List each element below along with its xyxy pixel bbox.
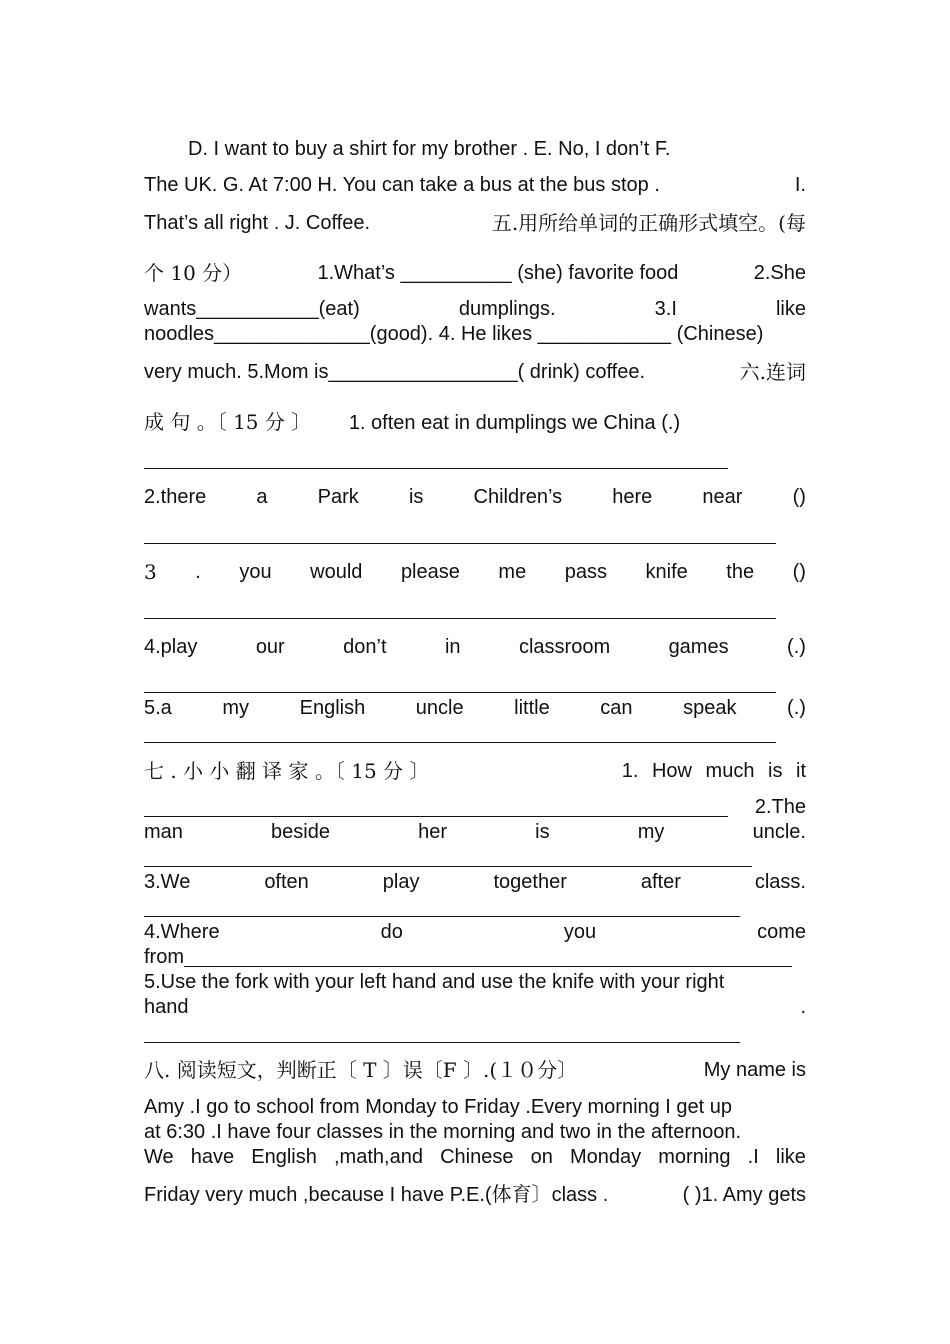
sentence-word: after [640,871,681,893]
scrambled-word: don’t [343,636,387,658]
sentence-word: 3.We [144,871,191,893]
passage-line [144,1182,806,1208]
sentence-word: often [264,871,309,893]
passage-word: have [190,1146,235,1168]
question-5-2-blank: wants___________(eat) [144,298,360,320]
passage-text: Friday very much ,because I have P.E.(体育〕class . [144,1184,609,1206]
scrambled-word: the [726,561,755,583]
sentence-word: you [563,921,597,943]
passage-line [144,1094,806,1120]
sentence-word: man [144,821,183,843]
answer-line[interactable] [144,1020,740,1043]
question-7-5: 5.Use the fork with your left hand and use the knife with your right [144,971,725,993]
text-line [144,321,806,347]
question-5-2-start: 2.She [753,262,806,284]
question-6-2 [144,484,806,510]
question-5-3-word: like [775,298,806,320]
section-6-heading: 成 句 。〔 15 分 〕 [144,410,312,434]
question-7-2-start: 2.The [754,796,806,818]
text-line [144,359,806,385]
scrambled-word: me [498,561,527,583]
sentence-word: uncle. [752,821,806,843]
answer-line[interactable] [144,894,740,917]
text-line [144,172,806,198]
scrambled-word: near [702,486,743,508]
text-line [144,994,806,1020]
question-6-5 [144,695,806,721]
text-line [144,136,806,162]
answer-line[interactable] [184,944,792,967]
option-i-label: I. [794,174,806,196]
scrambled-word: (.) [787,636,806,658]
scrambled-word: here [612,486,653,508]
question-7-4 [144,919,806,945]
scrambled-word: 5.a [144,697,172,719]
text-line [144,944,806,970]
answer-line[interactable] [144,521,776,544]
question-5-3-start: 3.I [654,298,677,320]
scrambled-word: 4.play [144,636,198,658]
scrambled-word: little [514,697,550,719]
question-7-1: 1. How much is it [621,760,806,782]
passage-word: English [251,1146,317,1168]
section-8-heading: 八. 阅读短文，判断正〔 T 〕误〔F 〕.(１０分〕 [144,1058,578,1082]
text-line [144,260,806,286]
sentence-word: her [418,821,448,843]
sentence-word: class. [754,871,806,893]
scrambled-word: classroom [518,636,611,658]
question-7-2 [144,819,806,845]
passage-start: My name is [703,1059,806,1081]
question-7-5-period: . [800,996,806,1018]
sentence-word: 4.Where [144,921,220,943]
scrambled-word: English [299,697,366,719]
scrambled-word: our [255,636,285,658]
scrambled-word: () [792,561,806,583]
text-line [144,758,806,784]
options-i-j: That’s all right . J. Coffee. [144,212,371,234]
scrambled-word: you [239,561,272,583]
options-d-f: D. I want to buy a shirt for my brother . E. No, I don’t F. [188,138,671,160]
answer-line[interactable] [144,720,776,743]
question-6-3 [144,559,806,585]
question-6-4 [144,634,806,660]
sentence-word: is [535,821,550,843]
text-line [144,1057,806,1083]
scrambled-word: (.) [787,697,806,719]
scrambled-word: in [444,636,461,658]
passage-word: We [144,1146,174,1168]
scrambled-word: can [600,697,633,719]
text-line [144,296,806,322]
passage-word: like [775,1146,806,1168]
question-5-3-4: noodles______________(good). 4. He likes ____________ (Chinese) [144,323,764,345]
text-line [144,794,806,820]
question-8-1: ( )1. Amy gets [682,1184,806,1206]
question-7-5-end: hand [144,996,189,1018]
scrambled-word: pass [564,561,607,583]
sentence-word: come [757,921,806,943]
passage-line [144,1119,806,1145]
question-number: 3 [144,560,157,584]
scrambled-word: Children’s [473,486,563,508]
scrambled-word: speak [683,697,737,719]
sentence-word: together [493,871,567,893]
question-5-2-end: dumplings. [458,298,556,320]
scrambled-word: please [400,561,460,583]
scrambled-word: games [668,636,729,658]
answer-line[interactable] [144,844,752,867]
scrambled-word: knife [645,561,688,583]
sentence-word: my [637,821,665,843]
options-f-h: The UK. G. At 7:00 H. You can take a bus at the bus stop . [144,174,660,196]
section-5-score: 个 10 分） [144,261,243,285]
sentence-word: play [382,871,420,893]
scrambled-word: is [408,486,424,508]
scrambled-word: a [256,486,268,508]
sentence-word: do [380,921,403,943]
passage-word: ,math,and [334,1146,423,1168]
scrambled-word: would [310,561,363,583]
scrambled-word: . [195,561,201,583]
scrambled-word: 2.there [144,486,207,508]
answer-line[interactable] [144,446,728,469]
question-5-5: very much. 5.Mom is_________________( drink) coffee. [144,361,646,383]
text-line [144,969,806,995]
scrambled-word: uncle [415,697,464,719]
passage-line [144,1144,806,1170]
passage-word: on [530,1146,553,1168]
sentence-word: beside [271,821,330,843]
passage-word: morning [658,1146,731,1168]
scrambled-word: Park [317,486,359,508]
question-7-4-end: from [144,946,184,968]
scrambled-word: my [222,697,250,719]
passage-word: Chinese [440,1146,514,1168]
scrambled-word: () [792,486,806,508]
answer-line[interactable] [144,670,776,693]
passage-text: Amy .I go to school from Monday to Friday .Every morning I get up [144,1096,733,1118]
question-7-3 [144,869,806,895]
section-5-heading: 五.用所给单词的正确形式填空。(每 [491,211,806,235]
section-7-heading: 七 . 小 小 翻 译 家 。〔 15 分 〕 [144,759,430,783]
section-6-heading-start: 六.连词 [739,360,806,384]
text-line [144,210,806,236]
passage-word: Monday [569,1146,642,1168]
text-line [144,409,806,436]
passage-word: .I [747,1146,759,1168]
passage-text: at 6:30 .I have four classes in the morning and two in the afternoon. [144,1121,742,1143]
answer-line[interactable] [144,596,776,619]
question-6-1: 1. often eat in dumplings we China (.) [348,412,681,434]
question-5-1: 1.What’s __________ (she) favorite food [317,262,679,284]
